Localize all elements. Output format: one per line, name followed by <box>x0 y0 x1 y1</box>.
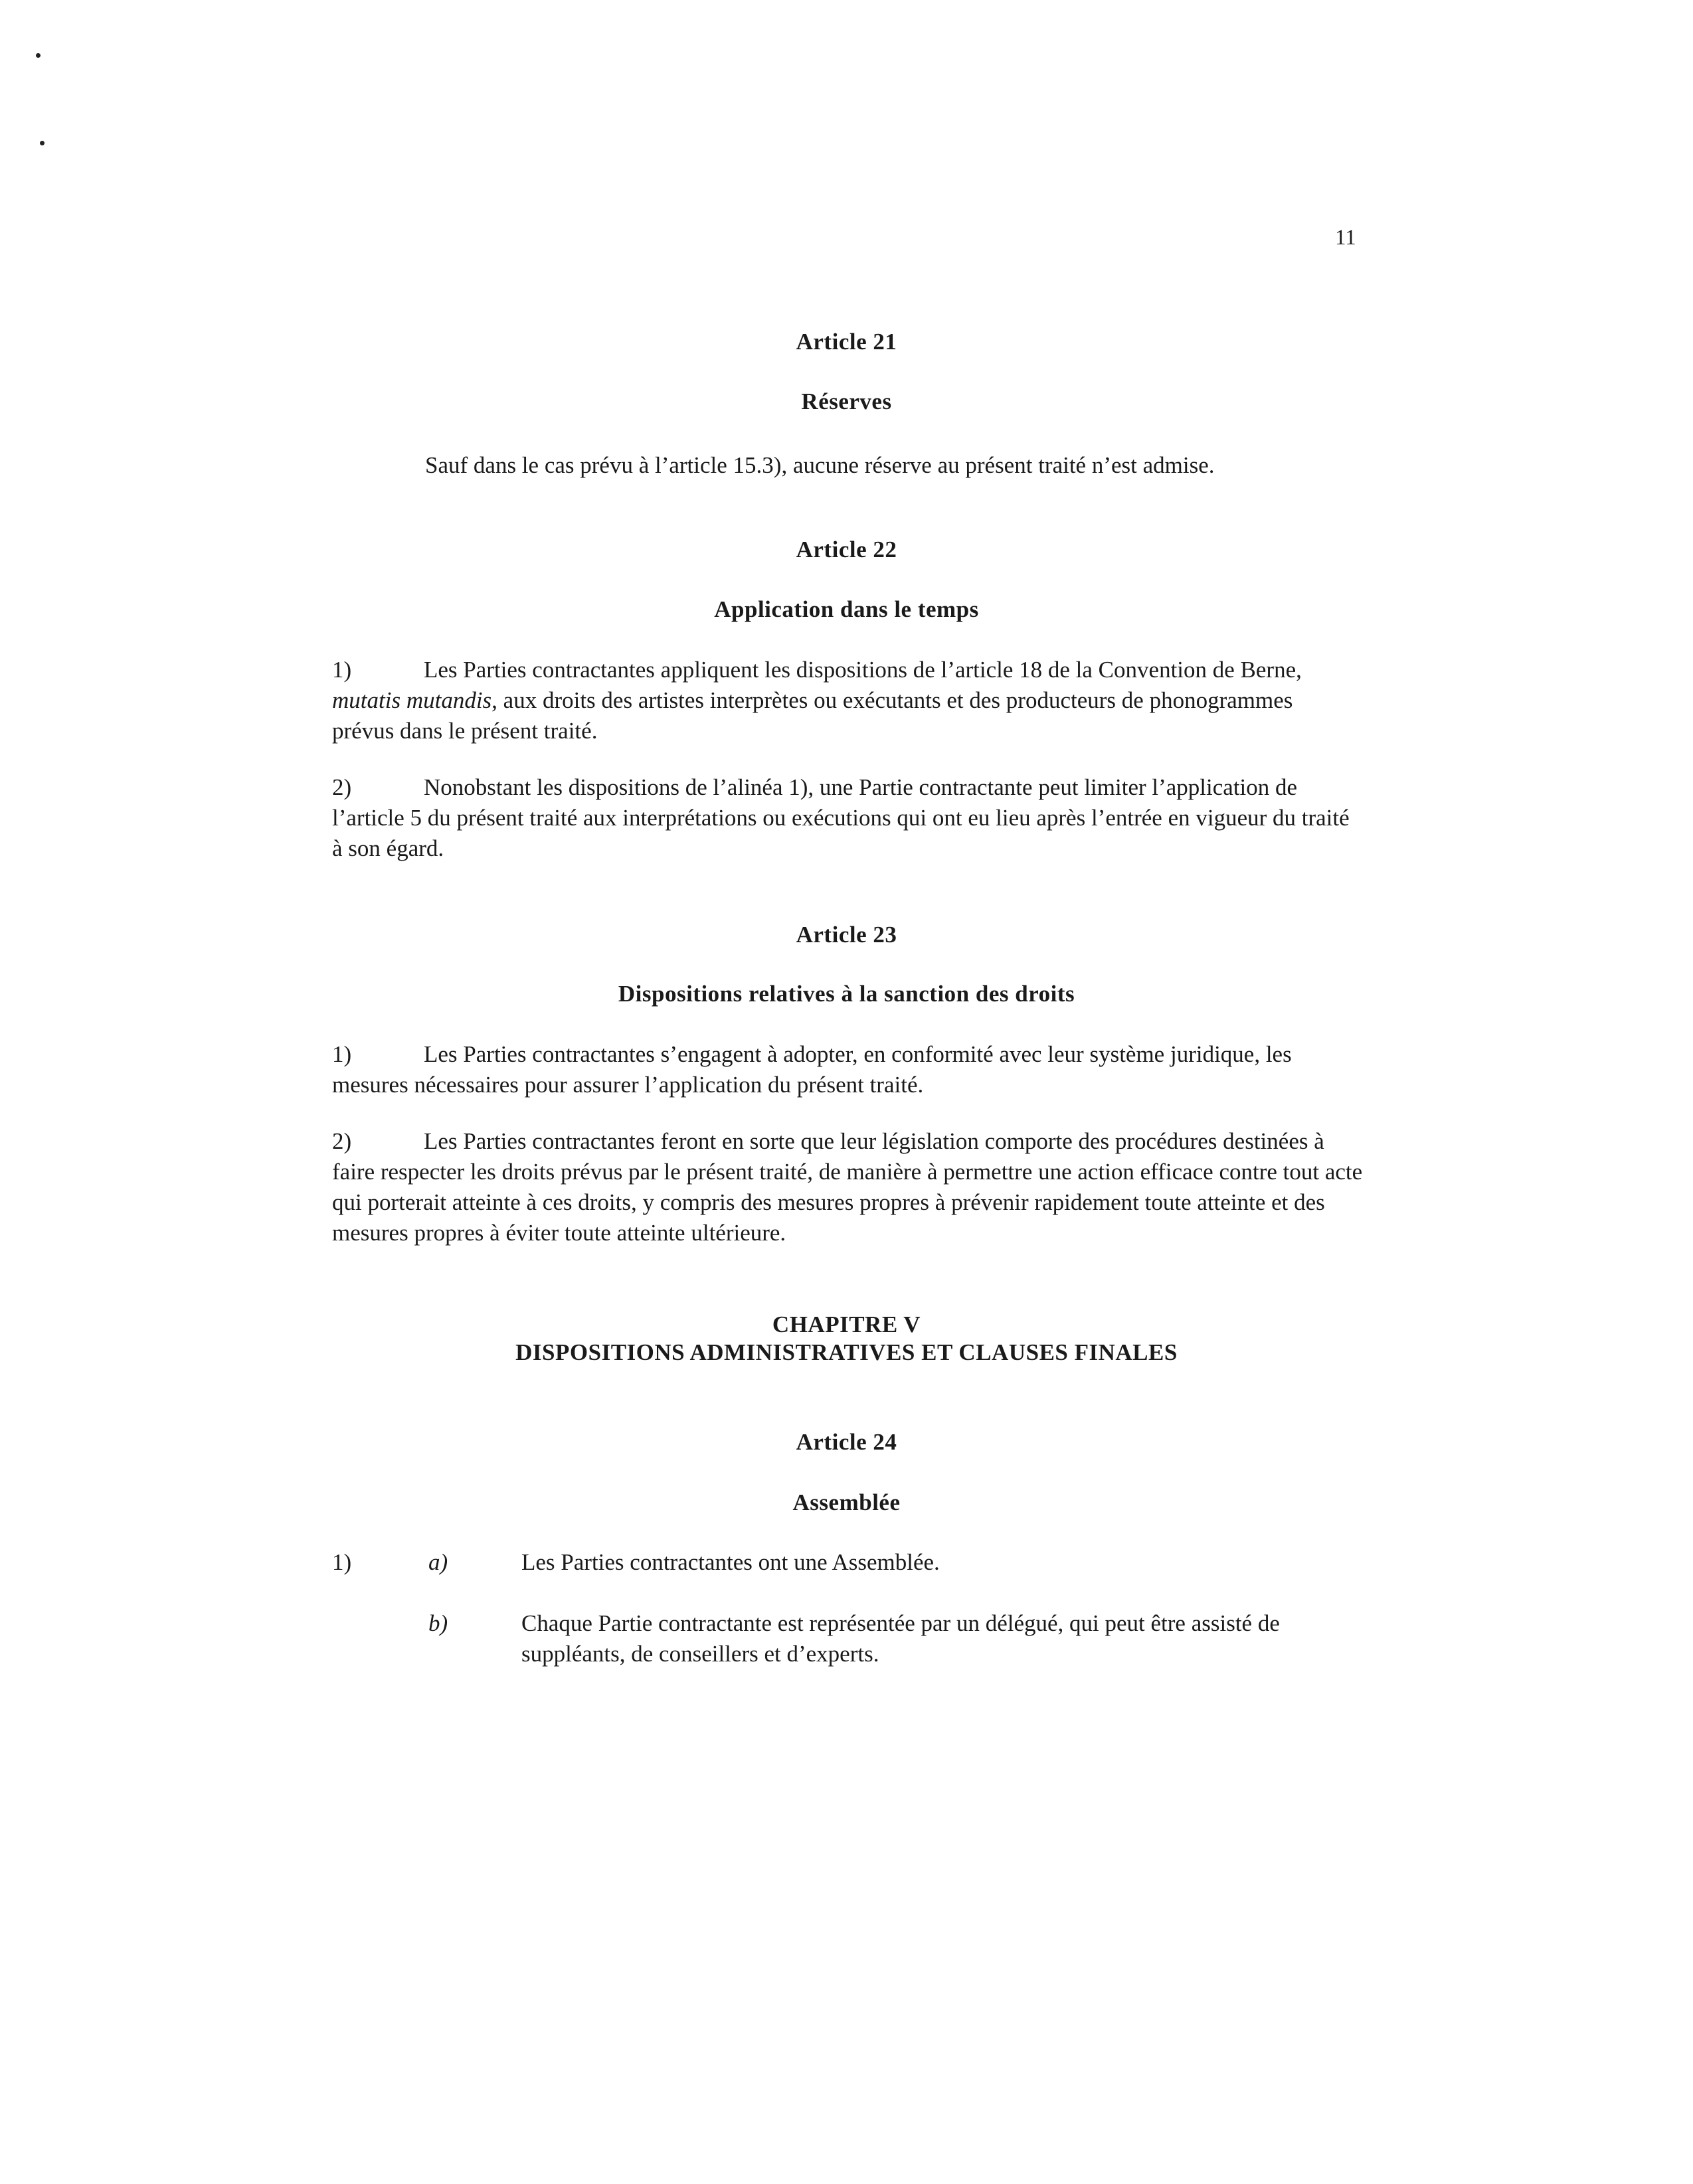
article-21-subtitle: Réserves <box>801 388 892 414</box>
paragraph-number: 2) <box>332 774 352 800</box>
page-number: 11 <box>1335 226 1356 250</box>
article-21-title: Article 21 <box>796 329 897 355</box>
paragraph-text: Nonobstant les dispositions de l’alinéa 1), une Partie contractante peut limiter l’application de l’article 5 du présent traité aux interprétations ou exécutions qui ont eu lieu après l’entrée en vigueur du traité à son égard. <box>332 774 1350 861</box>
article-24-subtitle: Assemblée <box>792 1489 901 1515</box>
article-22-title: Article 22 <box>796 537 897 562</box>
article-24-item-b <box>0 1608 1693 1675</box>
paragraph-number: 2) <box>332 1128 352 1154</box>
article-21-text: Sauf dans le cas prévu à l’article 15.3), aucune réserve au présent traité n’est admise. <box>425 452 1215 478</box>
paragraph-number: 1) <box>332 1549 352 1575</box>
article-24-title: Article 24 <box>796 1429 897 1455</box>
item-letter: a) <box>428 1549 448 1575</box>
paragraph-text: Les Parties contractantes appliquent les dispositions de l’article 18 de la Convention de Berne, <box>424 657 1302 683</box>
chapter-number: CHAPITRE V <box>772 1311 921 1337</box>
article-24-item-a <box>0 1547 1693 1580</box>
paragraph-number: 1) <box>332 1041 352 1067</box>
paragraph-text: Les Parties contractantes feront en sorte que leur législation comporte des procédures destinées à faire respecter les droits prévus par le présent traité, de manière à permettre une action efficace contre tout acte qui porterait atteinte à ces droits, y compris des mesures propres à prévenir rapidement toute atteinte et des mesures propres à éviter toute atteinte ultérieure. <box>332 1128 1363 1246</box>
article-22-paragraph-2 <box>332 772 1355 864</box>
article-22-subtitle: Application dans le temps <box>714 596 979 622</box>
article-22-paragraph-1 <box>332 655 1355 746</box>
scan-mark-dot <box>36 53 41 58</box>
paragraph-text: , aux droits des artistes interprètes ou exécutants et des producteurs de phonogrammes prévus dans le présent traité. <box>332 687 1293 744</box>
article-23-title: Article 23 <box>796 922 897 948</box>
article-23-paragraph-1 <box>332 1039 1368 1100</box>
chapter-title: DISPOSITIONS ADMINISTRATIVES ET CLAUSES FINALES <box>515 1339 1178 1365</box>
paragraph-text: Les Parties contractantes s’engagent à adopter, en conformité avec leur système juridique, les mesures nécessaires pour assurer l’application du présent traité. <box>332 1041 1292 1098</box>
paragraph-number: 1) <box>332 657 352 683</box>
latin-phrase: mutatis mutandis <box>332 687 492 713</box>
article-23-paragraph-2 <box>332 1126 1368 1248</box>
article-23-subtitle: Dispositions relatives à la sanction des droits <box>618 981 1075 1007</box>
scan-mark-dot <box>40 141 45 145</box>
item-text: Les Parties contractantes ont une Assemblée. <box>521 1549 940 1575</box>
item-letter: b) <box>428 1610 448 1636</box>
item-text: Chaque Partie contractante est représentée par un délégué, qui peut être assisté de suppléants, de conseillers et d’experts. <box>521 1610 1280 1667</box>
